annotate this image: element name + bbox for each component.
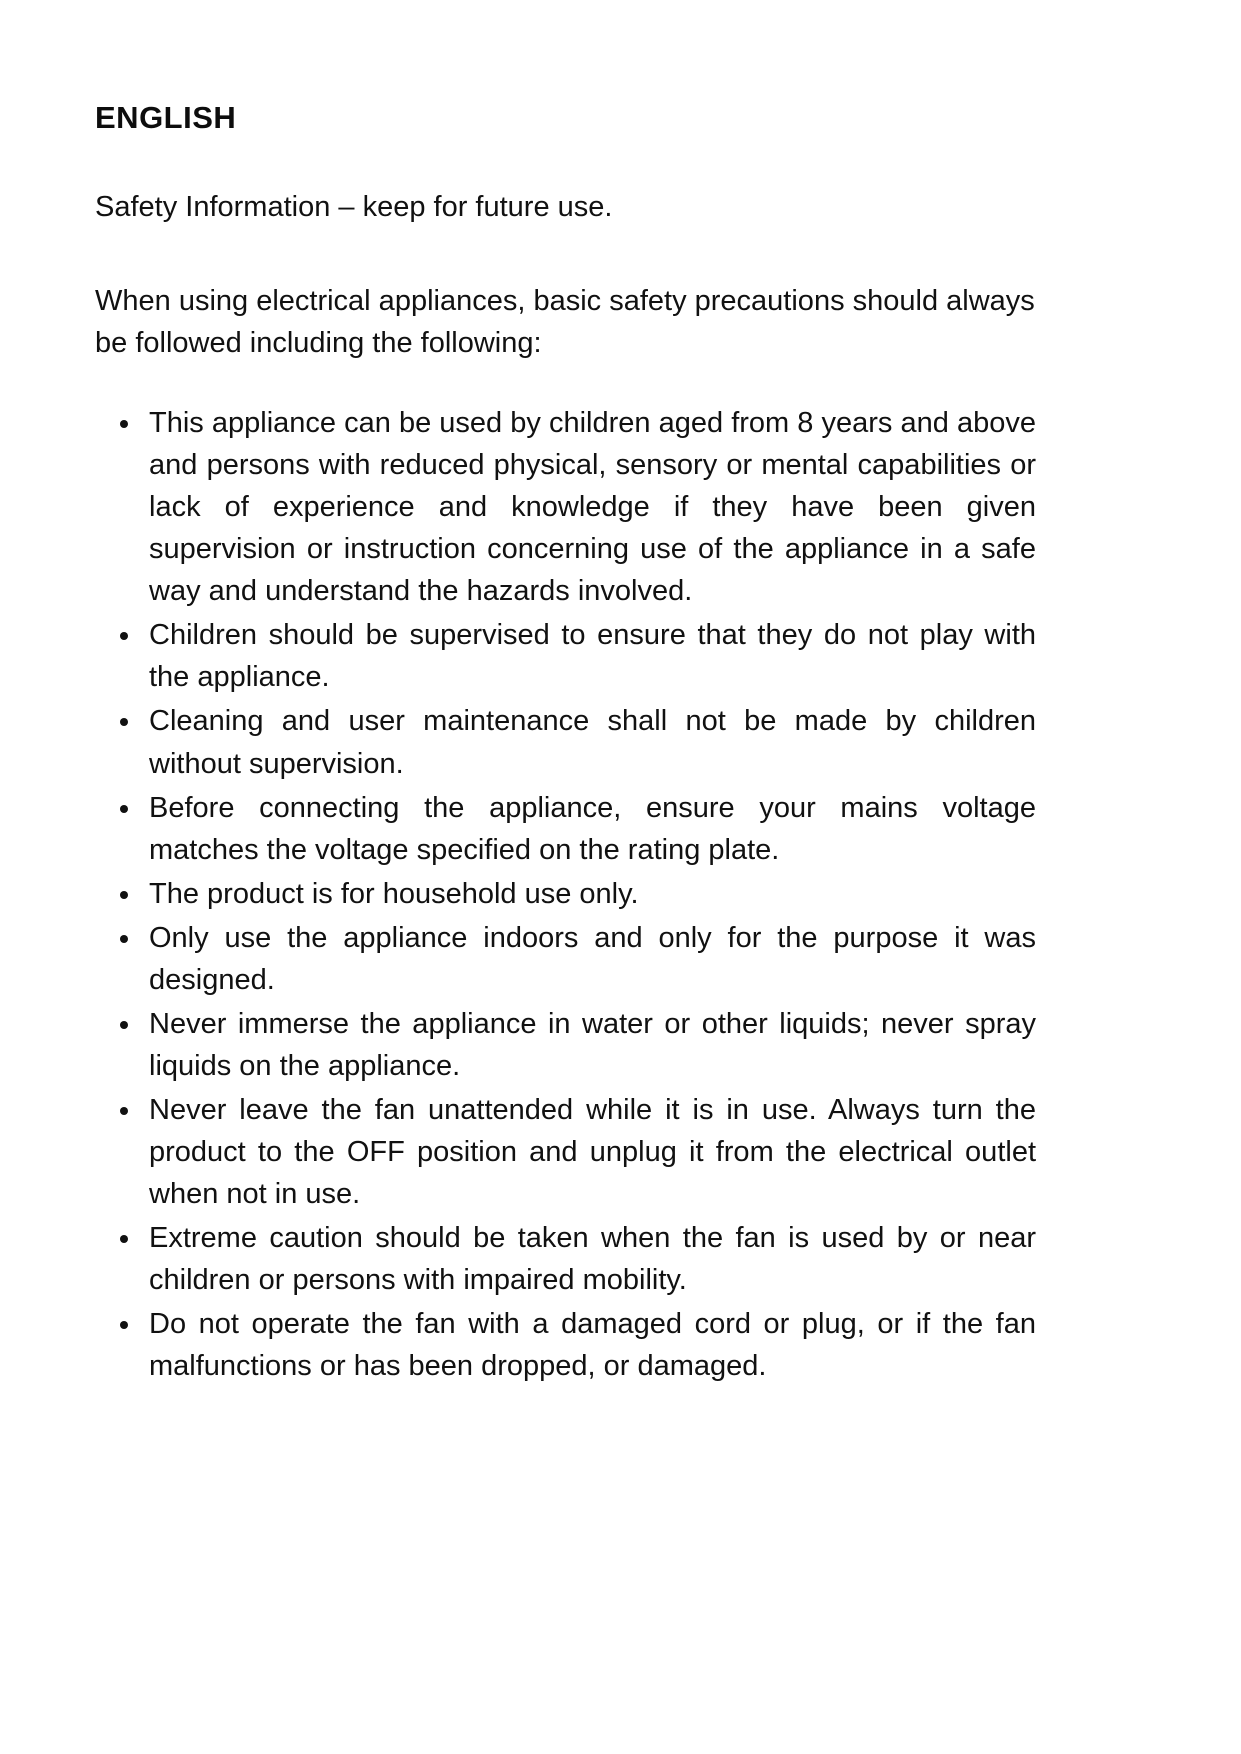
safety-bullet-item: • The product is for household use only.	[143, 873, 1036, 915]
safety-bullet-item: • Never immerse the appliance in water or other liquids; never spray liquids on the appliance.	[143, 1003, 1036, 1087]
safety-bullet-item: • Before connecting the appliance, ensure your mains voltage matches the voltage specified on the rating plate.	[143, 787, 1036, 871]
safety-bullet-item: • This appliance can be used by children aged from 8 years and above and persons with reduced physical, sensory or mental capabilities or lack of experience and knowledge if they have been given supervision or instruction concerning use of the appliance in a safe way and understand the hazards involved.	[143, 402, 1036, 612]
safety-bullet-item: • Children should be supervised to ensure that they do not play with the appliance.	[143, 614, 1036, 698]
safety-bullet-item: • Cleaning and user maintenance shall not be made by children without supervision.	[143, 700, 1036, 784]
safety-bullet-item: • Do not operate the fan with a damaged cord or plug, or if the fan malfunctions or has been dropped, or damaged.	[143, 1303, 1036, 1387]
safety-subtitle: Safety Information – keep for future use.	[95, 191, 613, 223]
safety-bullet-list	[95, 402, 1036, 1387]
intro-paragraph: When using electrical appliances, basic safety precautions should always be followed including the following:	[95, 285, 1035, 360]
language-heading: ENGLISH	[95, 100, 237, 135]
safety-bullet-item: • Extreme caution should be taken when the fan is used by or near children or persons with impaired mobility.	[143, 1217, 1036, 1301]
safety-bullet-item: • Only use the appliance indoors and only for the purpose it was designed.	[143, 917, 1036, 1001]
safety-bullet-item: • Never leave the fan unattended while it is in use. Always turn the product to the OFF position and unplug it from the electrical outlet when not in use.	[143, 1089, 1036, 1215]
